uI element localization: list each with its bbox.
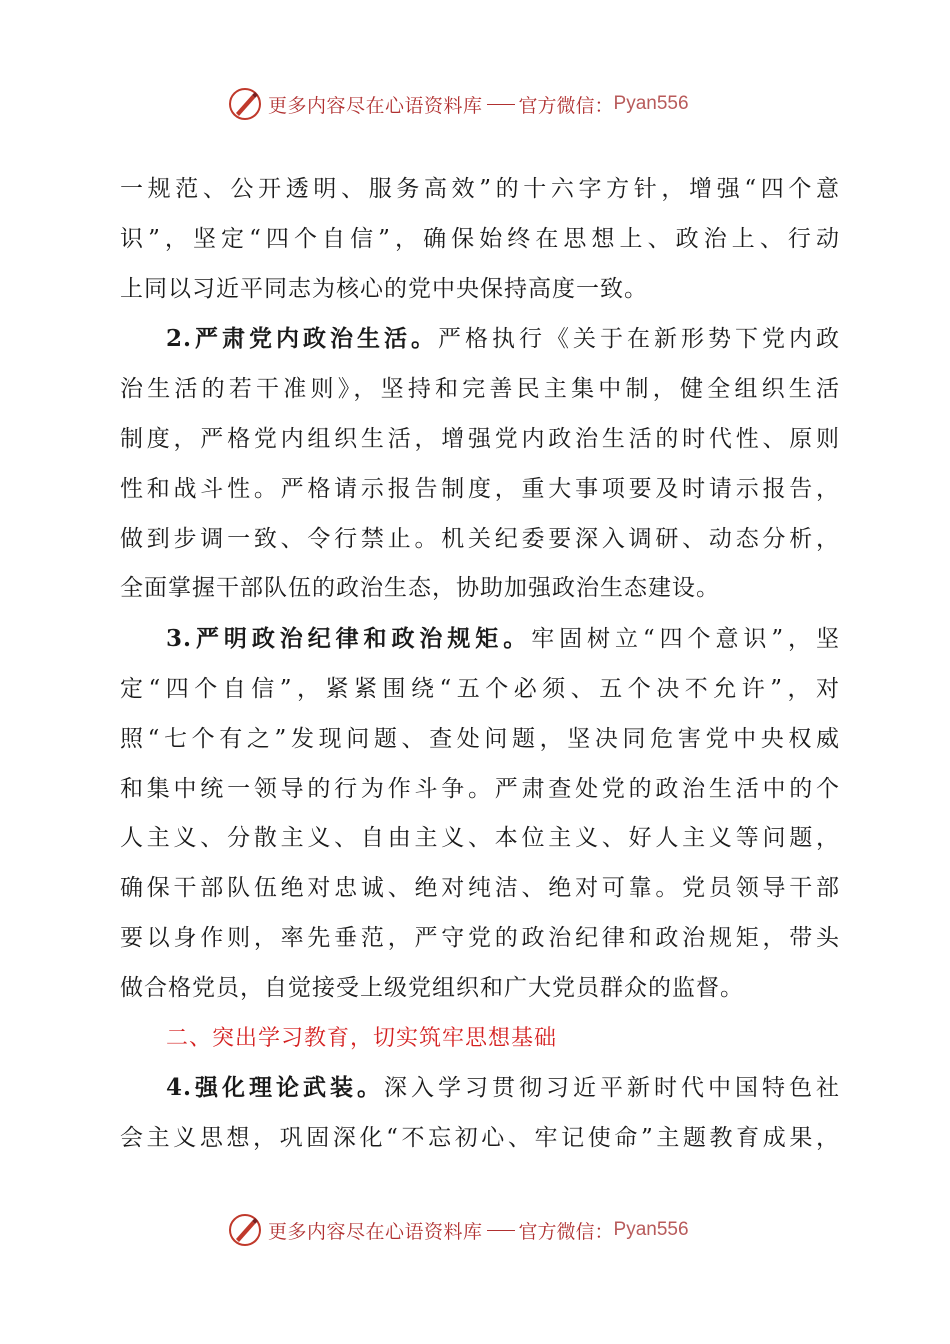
body-line: 和集中统一领导的行为作斗争。严肃查处党的政治生活中的个 [120, 775, 840, 802]
paragraph-2-first-line [120, 314, 840, 365]
watermark-banner-bottom [228, 1210, 689, 1250]
body-line: 识”，坚定“四个自信”，确保始终在思想上、政治上、行动 [120, 225, 840, 252]
body-text: 严格执行《关于在新形势下党内政 [438, 326, 841, 353]
body-line: 制度，严格党内组织生活，增强党内政治生活的时代性、原则 [120, 425, 840, 452]
watermark-text: 更多内容尽在心语资料库 [268, 1220, 483, 1243]
body-line: 性和战斗性。严格请示报告制度，重大事项要及时请示报告， [120, 475, 840, 502]
body-line: 一规范、公开透明、服务高效”的十六字方针，增强“四个意 [120, 176, 840, 202]
body-line: 会主义思想，巩固深化“不忘初心、牢记使命”主题教育成果， [120, 1125, 840, 1152]
pen-logo-icon [228, 87, 262, 121]
paragraph-4-first-line [120, 1063, 840, 1114]
watermark-banner-top [228, 84, 689, 124]
watermark-dash [487, 1230, 515, 1231]
paragraph-2-heading: 2.严肃党内政治生活。 [166, 325, 439, 353]
body-line: 要以身作则，率先垂范，严守党的政治纪律和政治规矩，带头 [120, 924, 840, 951]
body-line: 做合格党员，自觉接受上级党组织和广大党员群众的监督。 [120, 974, 744, 1001]
body-line: 上同以习近平同志为核心的党中央保持高度一致。 [120, 275, 648, 302]
body-line: 做到步调一致、令行禁止。机关纪委要深入调研、动态分析， [120, 525, 840, 552]
body-line: 全面掌握干部队伍的政治生态，协助加强政治生态建设。 [120, 575, 720, 602]
body-line: 治生活的若干准则》，坚持和完善民主集中制，健全组织生活 [120, 376, 840, 403]
body-line: 照“七个有之”发现问题、查处问题，坚决同危害党中央权威 [120, 725, 840, 752]
watermark-wechat-label: 官方微信： [518, 94, 614, 117]
paragraph-4-heading: 4.强化理论武装。 [166, 1074, 385, 1102]
body-text: 牢固树立“四个意识”，坚 [531, 626, 840, 653]
paragraph-3-heading: 3.严明政治纪律和政治规矩。 [166, 625, 532, 653]
watermark-wechat-label: 官方微信： [518, 1220, 614, 1243]
body-line: 人主义、分散主义、自由主义、本位主义、好人主义等问题， [120, 825, 840, 852]
watermark-dash [487, 104, 515, 105]
body-line: 定“四个自信”，紧紧围绕“五个必须、五个决不允许”，对 [120, 675, 840, 702]
document-body [120, 165, 840, 1164]
watermark-wechat-id: Pyan556 [613, 1219, 689, 1240]
pen-logo-icon [228, 1213, 262, 1247]
body-line: 确保干部队伍绝对忠诚、绝对纯洁、绝对可靠。党员领导干部 [120, 875, 840, 902]
section-heading: 二、突出学习教育，切实筑牢思想基础 [166, 1025, 558, 1051]
body-text: 深入学习贯彻习近平新时代中国特色社 [384, 1075, 841, 1102]
watermark-wechat-id: Pyan556 [613, 93, 689, 114]
paragraph-3-first-line [120, 614, 840, 665]
watermark-text: 更多内容尽在心语资料库 [268, 94, 483, 117]
